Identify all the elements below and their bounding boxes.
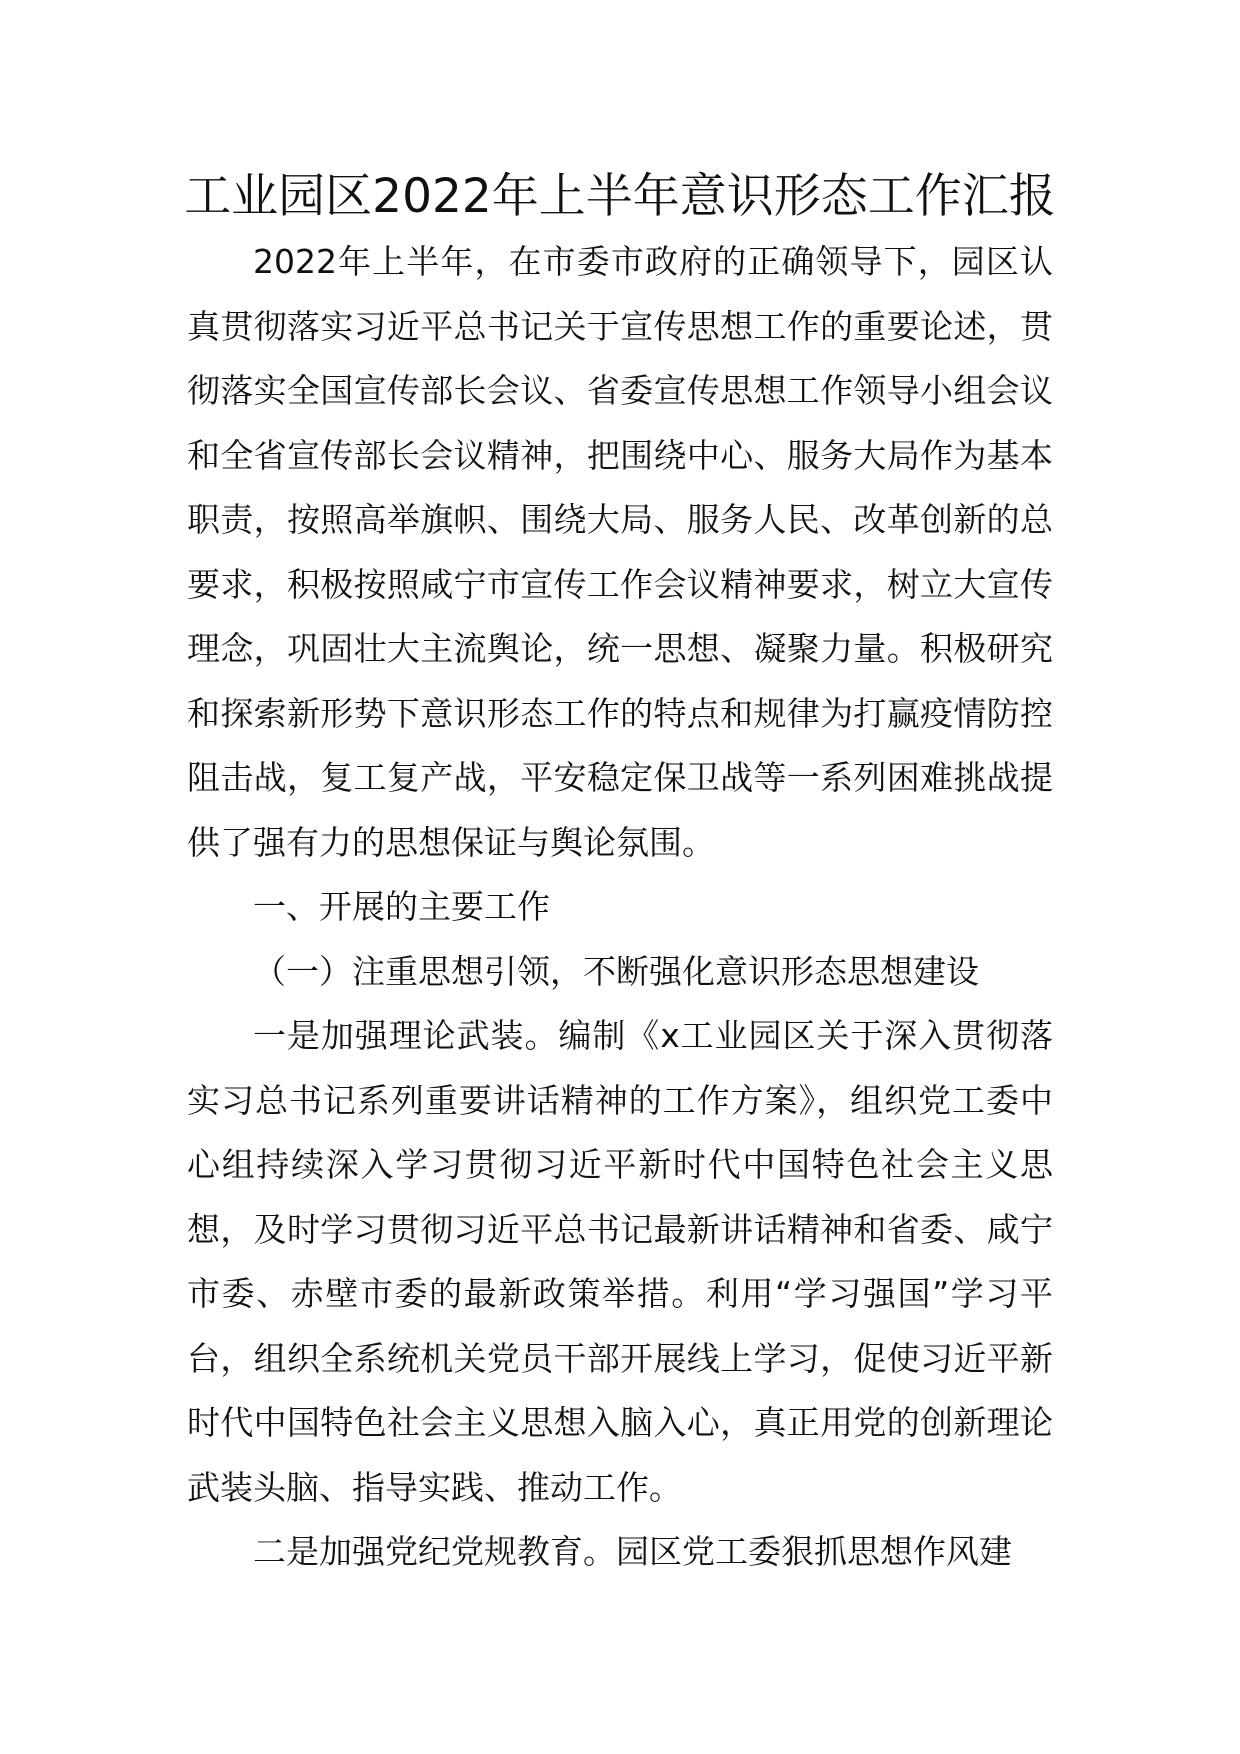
paragraph-theory-study: 一是加强理论武装。编制《x工业园区关于深入贯彻落实习总书记系列重要讲话精神的工作方案》，组织党工委中心组持续深入学习贯彻习近平新时代中国特色社会主义思想，及时学习贯彻习近平总书记最新讲话精神和省委、咸宁市委、赤壁市委的最新政策举措。利用“学习强国”学习平台，组织全系统机关党员干部开展线上学习，促使习近平新时代中国特色社会主义思想入脑入心，真正用党的创新理论武装头脑、指导实践、推动工作。 (187, 1016, 1053, 1507)
document-title: 工业园区2022年上半年意识形态工作汇报 (184, 169, 1056, 224)
intro-paragraph: 2022年上半年，在市委市政府的正确领导下，园区认真贯彻落实习近平总书记关于宣传思想工作的重要论述，贯彻落实全国宣传部长会议、省委宣传思想工作领导小组会议和全省宣传部长会议精神，把围绕中心、服务大局作为基本职责，按照高举旗帜、围绕大局、服务人民、改革创新的总要求，积极按照咸宁市宣传工作会议精神要求，树立大宣传理念，巩固壮大主流舆论，统一思想、凝聚力量。积极研究和探索新形势下意识形态工作的特点和规律为打赢疫情防控阻击战，复工复产战，平安稳定保卫战等一系列困难挑战提供了强有力的思想保证与舆论氛围。 (187, 242, 1053, 862)
subsection-heading-ideology: （一）注重思想引领，不断强化意识形态思想建设 (253, 951, 979, 991)
paragraph-party-discipline: 二是加强党纪党规教育。园区党工委狠抓思想作风建 (253, 1532, 1012, 1571)
document-body (187, 230, 1053, 1585)
section-heading-main-work: 一、开展的主要工作 (253, 887, 550, 926)
